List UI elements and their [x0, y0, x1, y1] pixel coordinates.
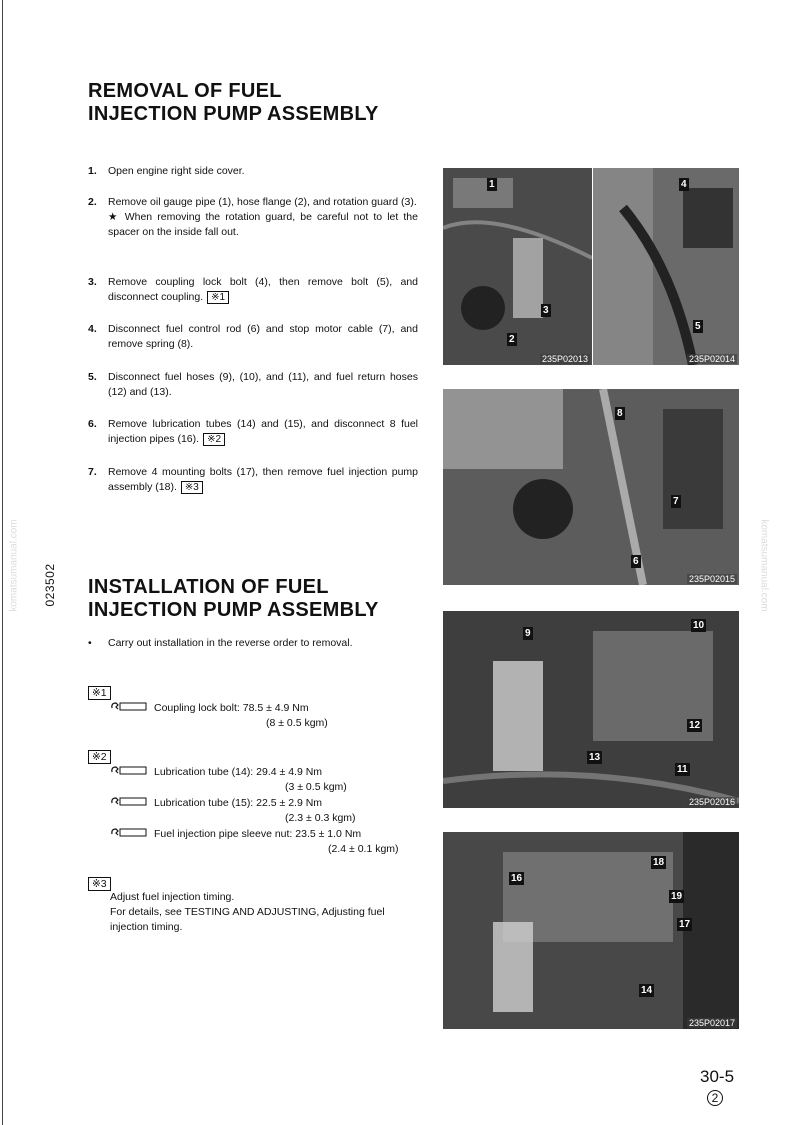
removal-step-2-note: ★ When removing the rotation guard, be careful not to let the spacer on the inside fall out. — [108, 211, 418, 238]
mark-2-label: ※2 — [88, 750, 111, 764]
photo-235P02014 — [593, 168, 739, 365]
callout-9: 9 — [525, 628, 531, 639]
installation-bullet: • Carry out installation in the reverse order to removal. — [88, 637, 353, 649]
ref-mark-1: ※1 — [207, 291, 229, 304]
photo-caption: 235P02014 — [688, 354, 735, 364]
callout-1: 1 — [489, 179, 495, 190]
removal-step-7: 7. Remove 4 mounting bolts (17), then remove fuel injection pump assembly (18). ※3 — [88, 466, 418, 493]
left-margin-rule — [2, 0, 3, 1125]
callout-12: 12 — [689, 720, 701, 731]
torque-block-2: Lubrication tube (14): 29.4 ± 4.9 Nm (3 ± 0.5 kgm) Lubrication tube (15): 22.5 ± 2.9 Nm (2.3 ± 0.3 kgm) Fuel injection pipe sleeve nut: 23.5 ± 1.0 Nm (2.4 ± 0.1 kgm) — [110, 764, 399, 857]
callout-17: 17 — [679, 919, 691, 930]
installation-heading: INSTALLATION OF FUEL INJECTION PUMP ASSEMBLY — [88, 576, 379, 621]
callout-4: 4 — [681, 179, 687, 190]
torque-wrench-icon — [110, 764, 148, 776]
callout-5: 5 — [695, 321, 701, 332]
callout-11: 11 — [677, 764, 688, 775]
photo-235P02013 — [443, 168, 592, 365]
photo-235P02016 — [443, 611, 739, 808]
page-number: 30-5 — [700, 1067, 735, 1086]
ref-mark-3: ※3 — [181, 481, 203, 494]
callout-13: 13 — [589, 752, 601, 763]
callout-7: 7 — [673, 496, 679, 507]
removal-step-6: 6. Remove lubrication tubes (14) and (15), and disconnect 8 fuel injection pipes (16). ※2 — [88, 418, 418, 445]
photo-caption: 235P02015 — [688, 574, 735, 584]
torque-wrench-icon — [110, 700, 148, 712]
torque-block-1: Coupling lock bolt: 78.5 ± 4.9 Nm (8 ± 0.5 kgm) — [110, 700, 328, 731]
ref-mark-2: ※2 — [203, 433, 225, 446]
adjust-timing-text: Adjust fuel injection timing. For details, see TESTING AND ADJUSTING, Adjusting fuel injection timing. — [110, 891, 385, 933]
photo-caption: 235P02013 — [541, 354, 588, 364]
watermark-right: komatsumanual.com — [758, 519, 770, 612]
callout-3: 3 — [543, 305, 549, 316]
removal-step-4: 4. Disconnect fuel control rod (6) and stop motor cable (7), and remove spring (8). — [88, 323, 418, 350]
removal-step-5: 5. Disconnect fuel hoses (9), (10), and (11), and fuel return hoses (12) and (13). — [88, 371, 418, 398]
callout-8: 8 — [617, 408, 623, 419]
callout-10: 10 — [693, 620, 705, 631]
callout-18: 18 — [653, 857, 665, 868]
torque-wrench-icon — [110, 795, 148, 807]
side-document-code: 023502 — [43, 563, 57, 607]
removal-heading: REMOVAL OF FUEL INJECTION PUMP ASSEMBLY — [88, 80, 379, 125]
removal-step-2: 2. Remove oil gauge pipe (1), hose flange (2), and rotation guard (3). ★ When removing the rotation guard, be careful not to let the spacer on the inside fall out. — [88, 196, 418, 238]
callout-19: 19 — [671, 891, 683, 902]
watermark-left: komatsumanual.com — [8, 519, 20, 612]
torque-wrench-icon — [110, 826, 148, 838]
removal-step-1: 1. Open engine right side cover. — [88, 165, 245, 177]
callout-6: 6 — [633, 556, 639, 567]
photo-caption: 235P02016 — [688, 797, 735, 807]
revision-mark: 2 — [707, 1090, 723, 1106]
photo-235P02017 — [443, 832, 739, 1029]
photo-235P02015 — [443, 389, 739, 585]
callout-14: 14 — [641, 985, 653, 996]
callout-2: 2 — [509, 334, 515, 345]
removal-step-3: 3. Remove coupling lock bolt (4), then remove bolt (5), and disconnect coupling. ※1 — [88, 276, 418, 303]
mark-3-label: ※3 — [88, 877, 111, 891]
photo-caption: 235P02017 — [688, 1018, 735, 1028]
mark-1-label: ※1 — [88, 686, 111, 700]
callout-16: 16 — [511, 873, 523, 884]
